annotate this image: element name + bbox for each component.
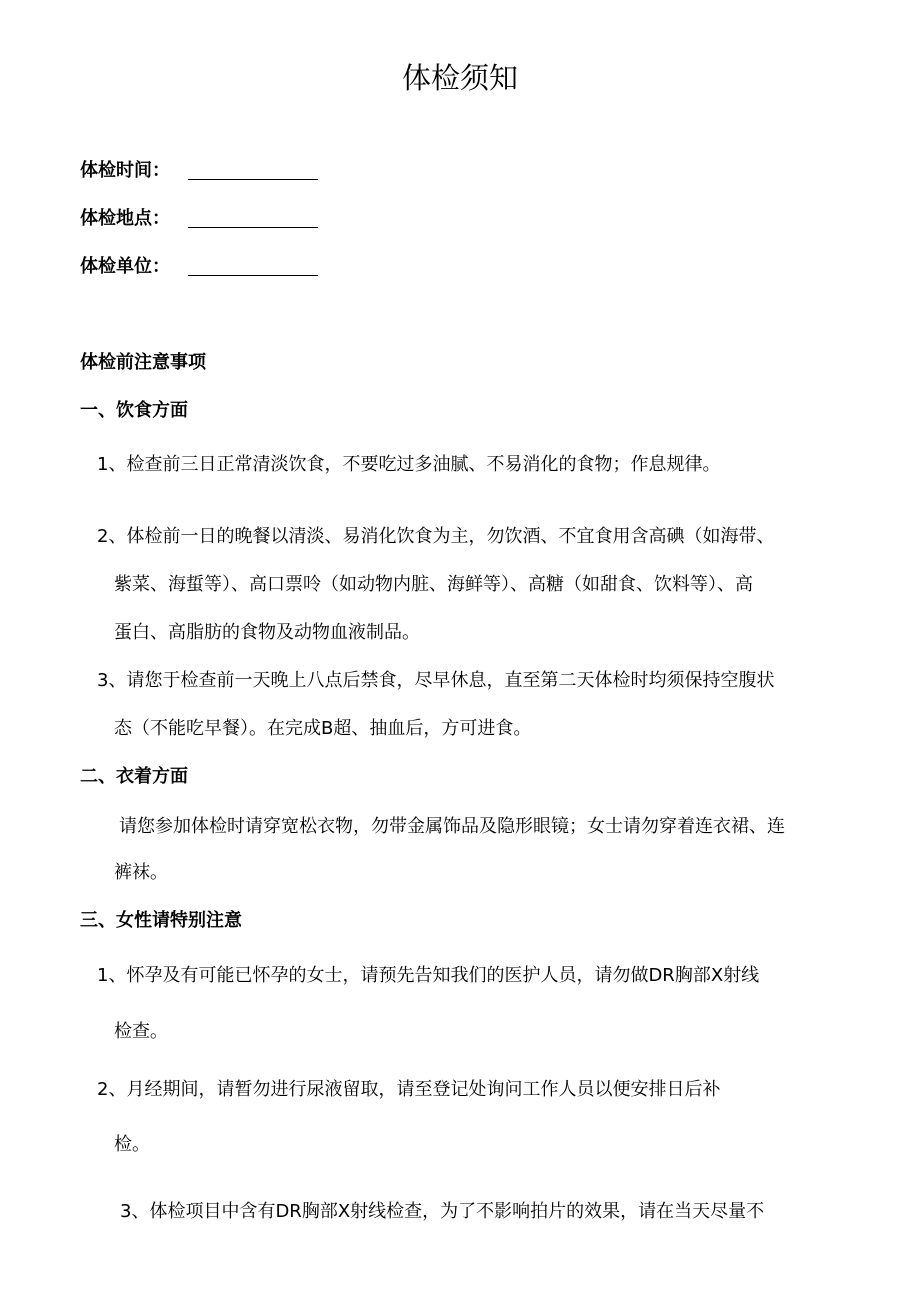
diet-item-2-line-1: 2、体检前一日的晚餐以清淡、易消化饮食为主，勿饮酒、不宜食用含高碘（如海带、 xyxy=(97,526,775,547)
diet-item-2-line-3: 蛋白、高脂肪的食物及动物血液制品。 xyxy=(114,622,420,643)
clothing-item-line-1: 请您参加体检时请穿宽松衣物，勿带金属饰品及隐形眼镜；女士请勿穿着连衣裙、连 xyxy=(119,816,785,837)
women-item-1-line-2: 检查。 xyxy=(114,1021,168,1042)
field-label-location: 体检地点： xyxy=(80,208,170,229)
field-label-unit: 体检单位： xyxy=(80,256,170,277)
field-blank-time xyxy=(188,179,318,180)
women-item-1-line-1: 1、怀孕及有可能已怀孕的女士，请预先告知我们的医护人员，请勿做DR胸部X射线 xyxy=(97,965,760,986)
diet-item-3-line-2: 态（不能吃早餐）。在完成B超、抽血后，方可进食。 xyxy=(114,718,532,739)
diet-item-1-line-1: 1、检查前三日正常清淡饮食，不要吃过多油腻、不易消化的食物；作息规律。 xyxy=(97,454,721,475)
section-heading-women: 三、女性请特别注意 xyxy=(80,910,242,931)
women-item-2-line-2: 检。 xyxy=(114,1134,150,1155)
field-label-time: 体检时间： xyxy=(80,160,170,181)
section-heading-clothing: 二、衣着方面 xyxy=(80,766,188,787)
document-title: 体检须知 xyxy=(401,61,518,95)
clothing-item-line-2: 裤袜。 xyxy=(114,862,168,883)
field-blank-location xyxy=(188,227,318,228)
women-item-3-line-1: 3、体检项目中含有DR胸部X射线检查，为了不影响拍片的效果，请在当天尽量不 xyxy=(120,1201,765,1222)
diet-item-2-line-2: 紫菜、海蜇等）、高口票呤（如动物内脏、海鲜等）、高糖（如甜食、饮料等）、高 xyxy=(114,574,753,595)
diet-item-3-line-1: 3、请您于检查前一天晚上八点后禁食，尽早休息，直至第二天体检时均须保持空腹状 xyxy=(97,670,775,691)
section-heading-diet: 一、饮食方面 xyxy=(80,400,188,421)
section-title: 体检前注意事项 xyxy=(80,352,206,373)
field-blank-unit xyxy=(188,275,318,276)
women-item-2-line-1: 2、月经期间，请暂勿进行尿液留取，请至登记处询问工作人员以便安排日后补 xyxy=(97,1079,721,1100)
